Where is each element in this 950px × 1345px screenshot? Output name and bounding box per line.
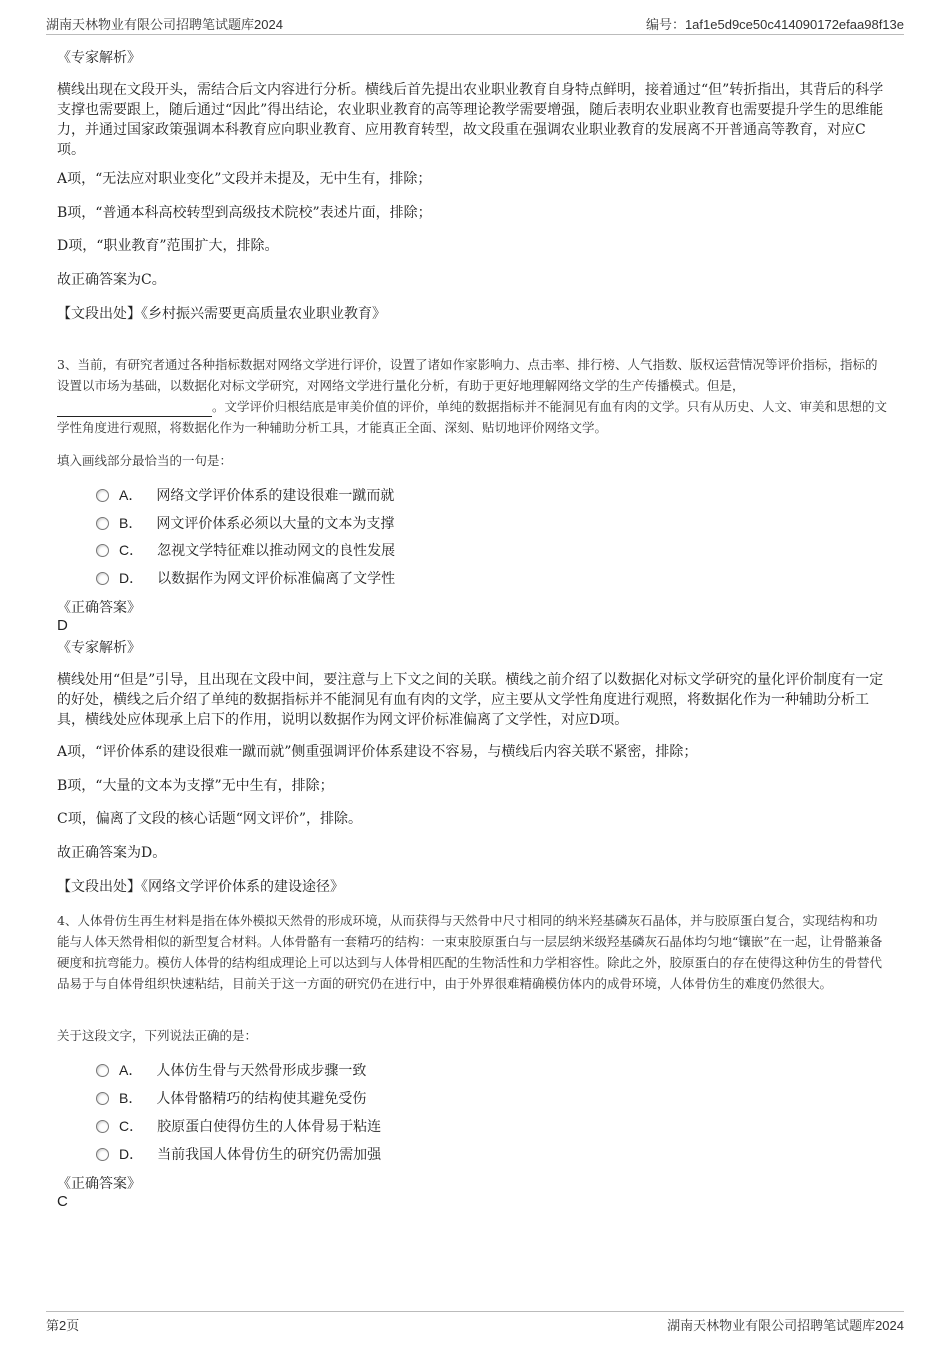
q4-stem: 4、人体骨仿生再生材料是指在体外模拟天然骨的形成环境，从而获得与天然骨中尺寸相同的纳米羟基磷灰石晶体，并与胶原蛋白复合，实现结构和功能与人体天然骨相似的新型复合材料。人体骨骼有一套精巧的结构：一束束胶原蛋白与一层层纳米级羟基磷灰石晶体均匀地“镶嵌”在一起，让骨骼兼备硬度和抗弯能力。模仿人体骨的结构组成理论上可以达到与人体骨相匹配的生物活性和力学相容性。除此之外，胶原蛋白的存在使得这种仿生的骨替代品易于与自体骨组织快速粘结，目前关于这一方面的研究仍在进行中，由于外界很难精确模仿体内的成骨环境，人体骨仿生的难度仍然很大。 [57,913,883,991]
q4-option-b[interactable]: B． 人体骨骼精巧的结构使其避免受伤 [96,1089,366,1108]
q4-correct-label: 《正确答案》 [57,1176,141,1192]
q3-blank-line [57,402,212,417]
header-title: 湖南天林物业有限公司招聘笔试题库2024 [46,17,283,32]
q2-expert-label: 《专家解析》 [57,50,141,66]
radio-icon[interactable] [96,1092,109,1105]
q4-option-c[interactable]: C． 胶原蛋白使得仿生的人体骨易于粘连 [96,1117,381,1136]
q3-prompt: 填入画线部分最恰当的一句是： [57,453,233,468]
q3-option-c-note: C项，偏离了文段的核心话题“网文评价”，排除。 [57,811,363,827]
q4-answer: C [57,1193,68,1210]
q4-option-d[interactable]: D． 当前我国人体骨仿生的研究仍需加强 [96,1145,381,1164]
q3-source: 【文段出处】《网络文学评价体系的建设途径》 [57,879,344,895]
radio-icon[interactable] [96,517,109,530]
q4-option-a[interactable]: A． 人体仿生骨与天然骨形成步骤一致 [96,1061,366,1080]
q3-option-a-note: A项，“评价体系的建设很难一蹴而就”侧重强调评价体系建设不容易，与横线后内容关联不紧密，排除； [57,744,698,760]
q2-option-b-note: B项，“普通本科高校转型到高级技术院校”表述片面，排除； [57,205,432,221]
radio-icon[interactable] [96,489,109,502]
q3-expert-label: 《专家解析》 [57,640,141,656]
q3-option-b[interactable]: B． 网文评价体系必须以大量的文本为支撑 [96,514,394,533]
q3-conclusion: 故正确答案为D。 [57,845,167,861]
radio-icon[interactable] [96,544,109,557]
q3-option-b-note: B项，“大量的文本为支撑”无中生有，排除； [57,778,334,794]
header-serial: 编号：1af1e5d9ce50c414090172efaa98f13e [645,17,904,32]
page-header [46,14,904,35]
q3-analysis: 横线处用“但是”引导，且出现在文段中间，要注意与上下文之间的关联。横线之前介绍了以数据化对标文学研究的量化评价制度有一定的好处，横线之后介绍了单纯的数据指标并不能洞见有血有肉的文学，应主要从文学性角度进行观照，将数据化作为一种辅助分析工具，横线处应体现承上启下的作用，说明以数据作为网文评价标准偏离了文学性，对应D项。 [57,672,884,728]
radio-icon[interactable] [96,1064,109,1077]
radio-icon[interactable] [96,572,109,585]
q3-option-c[interactable]: C． 忽视文学特征难以推动网文的良性发展 [96,541,395,560]
q4-prompt: 关于这段文字，下列说法正确的是： [57,1028,258,1043]
q3-option-d[interactable]: D． 以数据作为网文评价标准偏离了文学性 [96,569,395,588]
q2-option-a-note: A项，“无法应对职业变化”文段并未提及，无中生有，排除； [57,171,432,187]
radio-icon[interactable] [96,1120,109,1133]
q3-correct-label: 《正确答案》 [57,600,141,616]
q2-source: 【文段出处】《乡村振兴需要更高质量农业职业教育》 [57,306,386,322]
q2-analysis: 横线出现在文段开头，需结合后文内容进行分析。横线后首先提出农业职业教育自身特点鲜明，接着通过“但”转折指出，其背后的科学支撑也需要跟上，随后通过“因此”得出结论，农业职业教育的高等理论教学需要增强，随后表明农业职业教育也需要提升学生的思维能力，并通过国家政策强调本科教育应向职业教育、应用教育转型，故文段重在强调农业职业教育的发展离不开普通高等教育，对应C项。 [57,82,884,158]
q2-conclusion: 故正确答案为C。 [57,272,166,288]
q3-option-a[interactable]: A． 网络文学评价体系的建设很难一蹴而就 [96,486,394,505]
q3-answer: D [57,617,68,634]
radio-icon[interactable] [96,1148,109,1161]
page-footer [46,1311,904,1334]
q3-stem: 3、当前，有研究者通过各种指标数据对网络文学进行评价，设置了诸如作家影响力、点击率、排行榜、人气指数、版权运营情况等评价指标，指标的设置以市场为基础，以数据化对标文学研究，对网络文学进行量化分析，有助于更好地理解网络文学的生产传播模式。但是，。文学评价归根结底是审美价值的评价，单纯的数据指标并不能洞见有血有肉的文学。只有从历史、人文、审美和思想的文学性角度进行观照，将数据化作为一种辅助分析工具，才能真正全面、深刻、贴切地评价网络文学。 [57,357,888,435]
page-number: 第2页 [46,1318,80,1333]
footer-title: 湖南天林物业有限公司招聘笔试题库2024 [667,1318,904,1333]
q2-option-d-note: D项，“职业教育”范围扩大，排除。 [57,238,279,254]
